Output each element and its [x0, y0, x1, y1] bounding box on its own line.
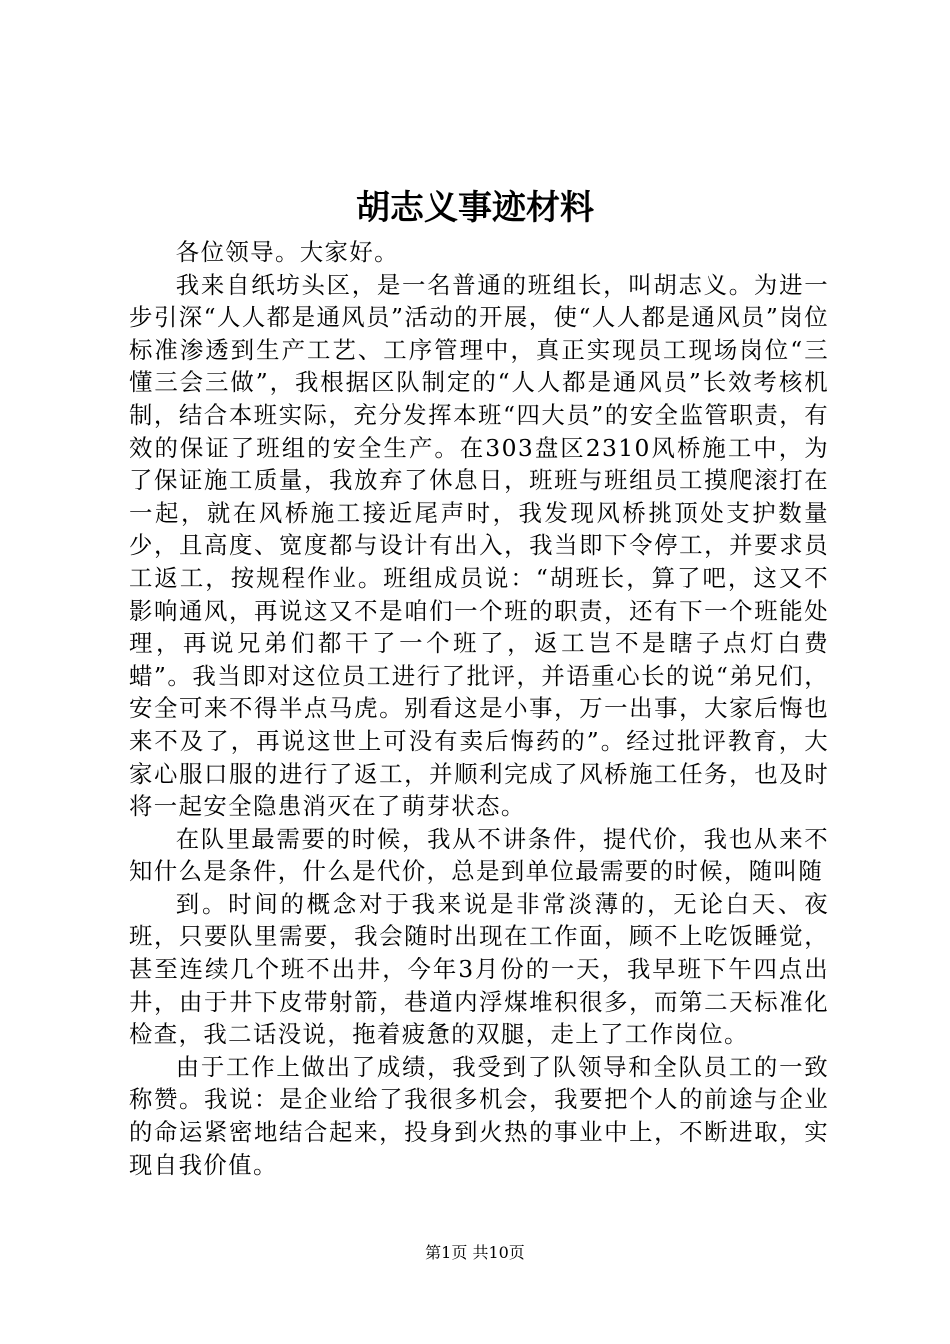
page-footer: 第1页 共10页 [425, 1243, 525, 1262]
paragraph-conclusion: 由于工作上做出了成绩，我受到了队领导和全队员工的一致称赞。我说：是企业给了我很多机会，我要把个人的前途与企业的命运紧密地结合起来，投身到火热的事业中上，不断进取，实现自我价值。 [129, 1052, 829, 1179]
paragraph-greeting: 各位领导。大家好。 [175, 238, 399, 266]
document-title: 胡志义事迹材料 [356, 188, 594, 228]
paragraph-introduction: 我来自纸坊头区，是一名普通的班组长，叫胡志义。为进一步引深“人人都是通风员”活动的开展，使“人人都是通风员”岗位标准渗透到生产工艺、工序管理中，真正实现员工现场岗位“三懂三会三做”，我根据区队制定的“人人都是通风员”长效考核机制，结合本班实际，充分发挥本班“四大员”的安全监管职责，有效的保证了班组的安全生产。在303盘区2310风桥施工中，为了保证施工质量，我放弃了休息日，班班与班组员工摸爬滚打在一起，就在风桥施工接近尾声时，我发现风桥挑顶处支护数量少，且高度、宽度都与设计有出入，我当即下令停工，并要求员工返工，按规程作业。班组成员说：“胡班长，算了吧，这又不影响通风，再说这又不是咱们一个班的职责，还有下一个班能处理，再说兄弟们都干了一个班了，返工岂不是瞎子点灯白费蜡”。我当即对这位员工进行了批评，并语重心长的说“弟兄们，安全可来不得半点马虎。别看这是小事，万一出事，大家后悔也来不及了，再说这世上可没有卖后悔药的”。经过批评教育，大家心服口服的进行了返工，并顺利完成了风桥施工任务，也及时将一起安全隐患消灭在了萌芽状态。 [129, 270, 829, 821]
paragraph-dedication: 在队里最需要的时候，我从不讲条件，提代价，我也从来不知什么是条件，什么是代价，总是到单位最需要的时候，随叫随 [129, 824, 829, 886]
document-body [129, 236, 829, 1181]
paragraph-time: 到。时间的概念对于我来说是非常淡薄的，无论白天、夜班，只要队里需要，我会随时出现在工作面，顾不上吃饭睡觉，甚至连续几个班不出井，今年3月份的一天，我早班下午四点出井，由于井下皮带射箭，巷道内浮煤堆积很多，而第二天标准化检查，我二话没说，拖着疲惫的双腿，走上了工作岗位。 [129, 889, 829, 1049]
